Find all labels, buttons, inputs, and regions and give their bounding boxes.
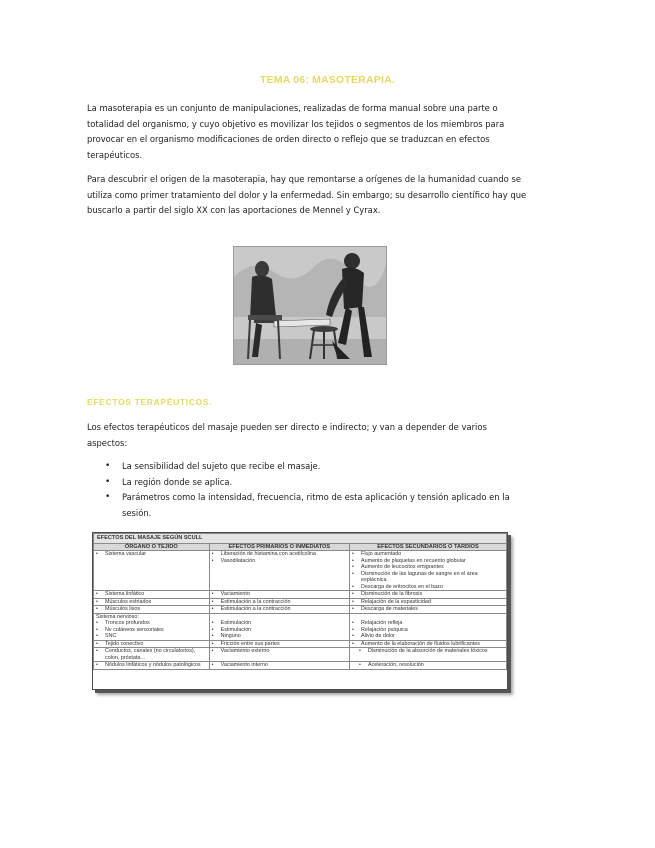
column-header-secondary: EFECTOS SECUNDARIOS O TARDÍOS: [350, 543, 507, 551]
section-heading-therapeutic-effects: EFECTOS TERAPÉUTICOS.: [87, 397, 213, 407]
table-cell: • Vaciamiento: [209, 591, 349, 599]
table-cell: • Tejido conectivo: [94, 640, 210, 648]
bullet-icon: •: [105, 492, 111, 503]
table-caption-row: [94, 534, 507, 544]
table-caption: EFECTOS DEL MASAJE SEGÚN SCULL: [94, 534, 507, 544]
bullet-icon: •: [105, 476, 111, 487]
table-row: [94, 591, 507, 599]
table-cell: • Estimulación a la contracción: [209, 606, 349, 614]
intro-paragraph: La masoterapia es un conjunto de manipulaciones, realizadas de forma manual sobre una parte o totalidad del organismo, y cuyo objetivo es movilizar los tejidos o segmentos de los miembros para provocar en el organismo modificaciones de orden directo o reflejo que se traduzcan en efectos terapéuticos.: [87, 103, 505, 160]
table-cell: • Disminución de la fibrosis: [350, 591, 507, 599]
table-cell: • Fricción entre sus partes: [209, 640, 349, 648]
table-cell: • Músculos lisos: [94, 606, 210, 614]
effects-paragraph: Los efectos terapéuticos del masaje pueden ser directo e indirecto; y van a depender de varios aspectos:: [87, 422, 487, 448]
list-item: [105, 459, 525, 475]
table-cell: • Músculos estriados: [94, 598, 210, 606]
massage-effects-table-image: [92, 532, 508, 690]
table-cell: • Conductos, canales (no circulatorios), colon, próstata...: [94, 648, 210, 662]
column-header-primary: EFECTOS PRIMARIOS O INMEDIATOS: [209, 543, 349, 551]
table-cell: • Descarga de materiales: [350, 606, 507, 614]
table-cell: • Vaciamiento externo: [209, 648, 349, 662]
massage-effects-table: [93, 533, 507, 670]
column-header-organ: ÓRGANO O TEJIDO: [94, 543, 210, 551]
table-row: [94, 648, 507, 662]
table-header-row: [94, 543, 507, 551]
massage-illustration: [233, 246, 387, 365]
table-row: [94, 613, 507, 640]
table-row: [94, 606, 507, 614]
bullet-icon: •: [105, 461, 111, 471]
table-cell: • Sistema linfático: [94, 591, 210, 599]
list-item-text: La región donde se aplica.: [122, 476, 233, 487]
table-cell: • Estimulación • Estimulación • Ninguno: [209, 613, 349, 640]
table-cell: • Flujo aumentado • Aumento de plaquetas en recuento globular • Aumento de leucocitos emigrantes • Disminución de las lagunas de sangre en el área esplácnica • Descarga de eritrocitos en el bazo: [350, 551, 507, 591]
origin-paragraph: Para descubrir el origen de la masoterapia, hay que remontarse a orígenes de la humanidad cuando se utiliza como primer tratamiento del dolor y la enfermedad. Sin embargo; su desarrollo científico hay que buscarlo a partir del siglo XX con las aportaciones de Mennel y Cyrax.: [87, 174, 527, 216]
table-cell: • Liberación de histamina con acetilcolina • Vasodilatación: [209, 551, 349, 591]
table-cell: • Aceleración, resolución: [350, 662, 507, 670]
massage-scene-drawing: [234, 247, 386, 364]
table-cell: • Sistema vascular: [94, 551, 210, 591]
table-cell: • Relajación refleja • Relajación psíquica • Alivio de dolor: [350, 613, 507, 640]
table-cell: Sistema nervioso: • Troncos profundos • Nv cutáneos sensoriales • SNC: [94, 613, 210, 640]
table-row: [94, 662, 507, 670]
table-cell: • Relajación de la espasticidad: [350, 598, 507, 606]
table-row: [94, 551, 507, 591]
aspects-list: [105, 459, 525, 521]
list-item: [105, 475, 525, 491]
table-cell: • Nódulos linfáticos y nódulos patológicos: [94, 662, 210, 670]
table-cell: • Estimulación a la contracción: [209, 598, 349, 606]
list-item-text: Parámetros como la intensidad, frecuencia, ritmo de esta aplicación y tensión aplicado en la sesión.: [122, 492, 510, 518]
table-cell: • Aumento de la elaboración de fluidos lubrificantes: [350, 640, 507, 648]
list-item-text: La sensibilidad del sujeto que recibe el masaje.: [122, 461, 321, 471]
table-row: [94, 598, 507, 606]
table-cell: • Disminución de la absorción de materiales tóxicos: [350, 648, 507, 662]
table-row: [94, 640, 507, 648]
page-title: TEMA 06: MASOTERAPIA.: [259, 74, 396, 86]
table-cell: • Vaciamiento interno: [209, 662, 349, 670]
list-item: [105, 490, 525, 521]
